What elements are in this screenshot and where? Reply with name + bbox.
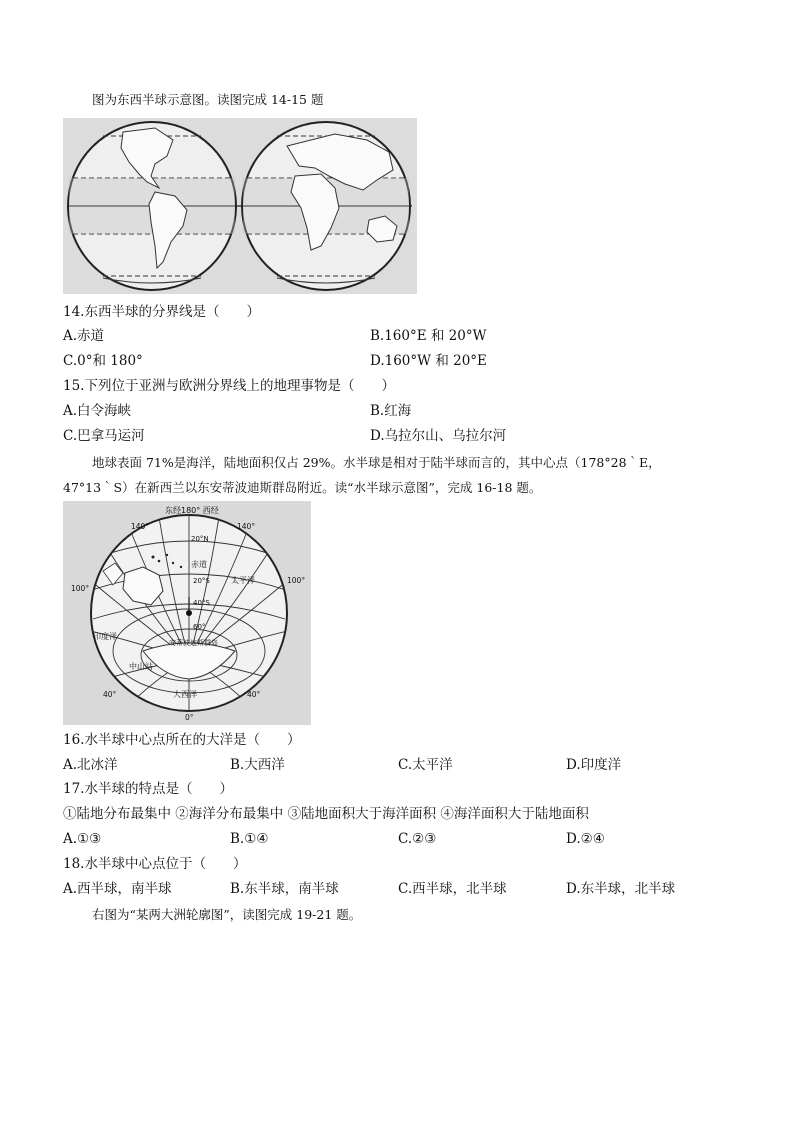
map2-right-40: 40°	[247, 690, 261, 699]
intro-text-19-21: 右图为“某两大洲轮廓图”，读图完成 19-21 题。	[92, 907, 362, 922]
question-16-option-a[interactable]: A.北冰洋	[63, 757, 118, 773]
question-14-option-a[interactable]: A.赤道	[63, 328, 105, 344]
question-17-option-d[interactable]: D.②④	[566, 831, 605, 847]
map2-indian-label: 印度洋	[93, 632, 117, 641]
map2-left-40: 40°	[103, 690, 117, 699]
east-west-hemisphere-map	[63, 118, 417, 294]
intro-text-16-18-line2: 47°13｀S）在新西兰以东安蒂波迪斯群岛附近。读“水半球示意图”，完成 16-18 题。	[63, 480, 542, 495]
map2-lat-40s: 40°S	[193, 599, 210, 607]
question-16-stem: 16.水半球中心点所在的大洋是（ ）	[63, 732, 301, 748]
question-15-stem: 15.下列位于亚洲与欧洲分界线上的地理事物是（ ）	[63, 378, 395, 394]
question-17-option-a[interactable]: A.①③	[63, 831, 102, 847]
question-18-option-a[interactable]: A.西半球，南半球	[63, 881, 172, 897]
map2-lat-60s: 60°	[193, 623, 206, 631]
question-18-option-b[interactable]: B.东半球，南半球	[230, 881, 339, 897]
question-18-option-c[interactable]: C.西半球，北半球	[398, 881, 507, 897]
map2-left-100: 100°	[71, 584, 90, 593]
question-15-option-d[interactable]: D.乌拉尔山、乌拉尔河	[370, 428, 507, 444]
question-14-stem: 14.东西半球的分界线是（ ）	[63, 304, 260, 320]
map2-pacific-label: 太平洋	[231, 576, 255, 585]
question-16-option-b[interactable]: B.大西洋	[230, 757, 285, 773]
question-14-option-d[interactable]: D.160°W 和 20°E	[370, 353, 487, 369]
question-17-option-c[interactable]: C.②③	[398, 831, 437, 847]
map2-bottom-0: 0°	[185, 713, 194, 722]
map2-right-140: 140°	[237, 522, 256, 531]
map2-zhongshan-label: 中山站	[129, 662, 153, 671]
map2-top-label: 东经180° 西经	[165, 506, 219, 515]
water-hemisphere-figure	[63, 501, 311, 725]
question-17-stem: 17.水半球的特点是（ ）	[63, 781, 233, 797]
question-17-statements: ①陆地分布最集中 ②海洋分布最集中 ③陆地面积大于海洋面积 ④海洋面积大于陆地面积	[63, 806, 589, 822]
map2-lat-20n: 20°N	[191, 535, 209, 543]
question-16-option-d[interactable]: D.印度洋	[566, 757, 622, 773]
question-18-option-d[interactable]: D.东半球，北半球	[566, 881, 676, 897]
question-14-option-b[interactable]: B.160°E 和 20°W	[370, 328, 487, 344]
question-17-option-b[interactable]: B.①④	[230, 831, 269, 847]
intro-text-14-15: 图为东西半球示意图。读图完成 14-15 题	[92, 92, 324, 107]
question-18-stem: 18.水半球中心点位于（ ）	[63, 856, 247, 872]
map2-right-100: 100°	[287, 576, 306, 585]
question-16-option-c[interactable]: C.太平洋	[398, 757, 453, 773]
question-15-option-c[interactable]: C.巴拿马运河	[63, 428, 145, 444]
water-hemisphere-map	[63, 501, 311, 725]
map2-atlantic-label: 大西洋	[173, 690, 197, 699]
map2-island-label: 安蒂波迪斯群岛	[169, 639, 218, 647]
map2-equator-label: 赤道	[191, 560, 207, 569]
intro-text-16-18-line1: 地球表面 71%是海洋，陆地面积仅占 29%。水半球是相对于陆半球而言的，其中心点（178°28｀E，	[92, 455, 661, 470]
hemisphere-map-figure	[63, 118, 417, 294]
map2-lat-20s: 20°S	[193, 577, 210, 585]
question-15-option-b[interactable]: B.红海	[370, 403, 412, 419]
question-14-option-c[interactable]: C.0°和 180°	[63, 353, 143, 369]
map2-left-140: 140°	[131, 522, 150, 531]
question-15-option-a[interactable]: A.白令海峡	[63, 403, 132, 419]
